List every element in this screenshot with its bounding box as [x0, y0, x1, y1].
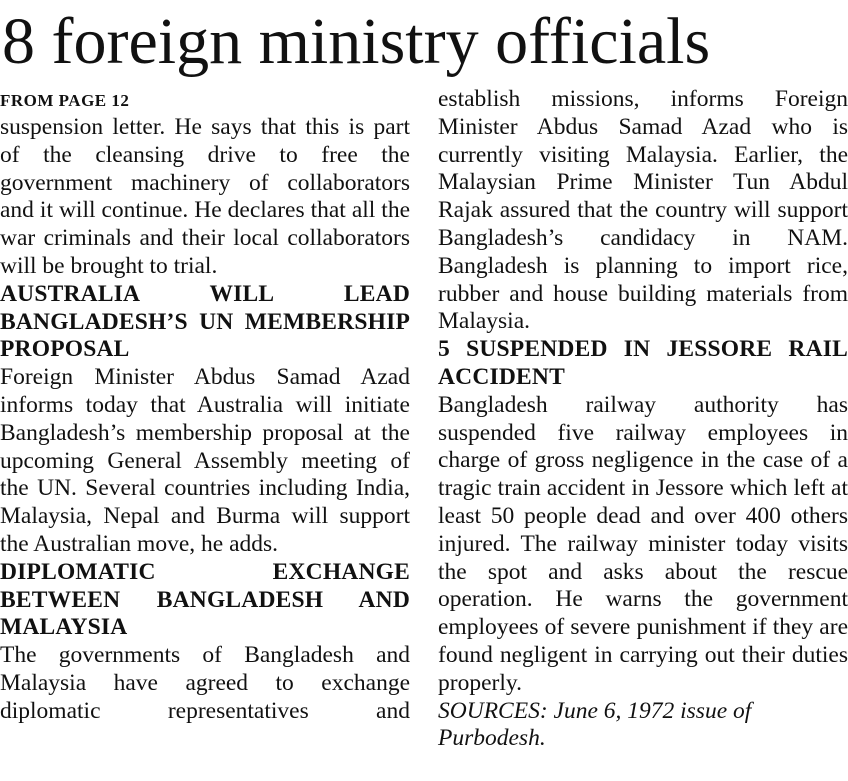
article-headline: 8 foreign ministry officials [2, 5, 711, 78]
section-body-jessore-rail: Bangladesh railway authority has suspended five railway employees in charge of gross negligence in the case of a tragic train accident in Jessore which left at least 50 people dead and over 400 others injured. The railway minister today visits the spot and asks about the rescue operation. He warns the government employees of severe punishment if they are found negligent in carrying out their duties properly. [438, 391, 848, 696]
section-body-diplomatic-exchange-part1: The governments of Bangladesh and Malaysia have agreed to exchange diplomatic representatives and [0, 642, 410, 724]
jump-line: FROM PAGE 12 [0, 91, 130, 110]
section-body-australia: Foreign Minister Abdus Samad Azad informs today that Australia will initiate Bangladesh’s membership proposal at the upcoming General Assembly meeting of the UN. Several countries including India, Malaysia, Nepal and Burma will support the Australian move, he adds. [0, 364, 410, 557]
intro-paragraph: suspension letter. He says that this is part of the cleansing drive to free the government machinery of collaborators and it will continue. He declares that all the war criminals and their local collaborators will be brought to trial. [0, 114, 410, 279]
section-heading-jessore-rail: 5 SUSPENDED IN JESSORE RAIL ACCIDENT [438, 336, 848, 390]
section-body-diplomatic-exchange-part2: establish missions, informs Foreign Minister Abdus Samad Azad who is currently visiting Malaysia. Earlier, the Malaysian Prime Minister Tun Abdul Rajak assured that the country will support Bangladesh’s candidacy in NAM. Bangladesh is planning to import rice, rubber and house building materials from Malaysia. [438, 86, 848, 335]
sources-note: SOURCES: June 6, 1972 issue of Purbodesh. [438, 697, 752, 752]
section-heading-australia: AUSTRALIA WILL LEAD BANGLADESH’S UN MEMBERSHIP PROPOSAL [0, 280, 410, 363]
section-heading-diplomatic-exchange: DIPLOMATIC EXCHANGE BETWEEN BANGLADESH AND MALAYSIA [0, 558, 410, 641]
left-column [0, 86, 410, 726]
right-column [438, 86, 848, 753]
